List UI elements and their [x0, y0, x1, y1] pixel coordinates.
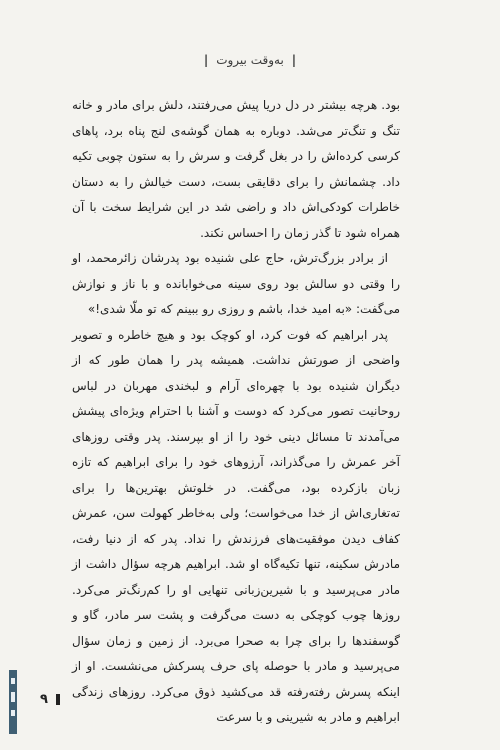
page-number: ۹ — [40, 692, 48, 707]
footer-bar — [56, 694, 60, 705]
page-footer — [40, 692, 60, 707]
running-header — [0, 53, 500, 67]
publisher-logo-icon — [6, 668, 20, 736]
paragraph-1: بود. هرچه بیشتر در دل دریا پیش می‌رفتند، دلش برای مادر و خانه تنگ و تنگ‌تر می‌شد. دوباره به همان گوشه‌ی لنج پناه برد، پاهای کرسی کرده‌اش را در بغل گرفت و سرش را به ستون چوبی تکیه داد. چشمانش را برای دقایقی بست، دست خیالش را به دستان خاطرات کودکی‌اش داد و راضی شد در این شرایط سخت با آن همراه شود تا گذر زمان را احساس نکند. — [72, 98, 400, 240]
book-title: به‌وقت بیروت — [216, 53, 284, 67]
header-bar-left: | — [203, 53, 209, 67]
body-text — [72, 93, 400, 731]
paragraph-2: از برادر بزرگ‌ترش، حاج علی شنیده بود پدرشان زائرمحمد، او را وقتی دو سالش بود روی سینه می‌خوابانده و با ناز و نوازش می‌گفت: «به امید خدا، باشم و روزی رو ببینم که تو ملّا شدی!» — [72, 251, 400, 316]
paragraph-3: پدر ابراهیم که فوت کرد، او کوچک بود و هیچ خاطره و تصویر واضحی از صورتش نداشت. همیشه پدر را همان طور که از دیگران شنیده بود با چهره‌ای آرام و لبخندی مهربان در لباس روحانیت تصور می‌کرد که دوست و آشنا با احترام ویژه‌ای پیشش می‌آمدند تا مسائل دینی خود را از او بپرسند. پدر وقتی روزهای آخر عمرش را می‌گذراند، آرزوهای خود را برای ابراهیم که تازه زبان بازکرده بود، می‌گفت. در خلوتش بهترین‌ها را برای ته‌تغاری‌اش از خدا می‌خواست؛ ولی به‌خاطر کهولت سن، عمرش کفاف دیدن موفقیت‌های فرزندش را نداد. پدر که از دنیا رفت، مادرش سکینه، تنها تکیه‌گاه او شد. ابراهیم هرچه سؤال داشت از مادر می‌پرسید و با شیرین‌زبانی تنهایی او را کم‌رنگ‌تر می‌کرد. روزها چوب کوچکی به دست می‌گرفت و پشت سر مادر، گاو و گوسفندها را برای چرا به صحرا می‌برد. از زمین و زمان سؤال می‌پرسید و مادر با حوصله پای حرف پسرکش می‌نشست. او از اینکه پسرش رفته‌رفته قد می‌کشید ذوق می‌کرد. روزهای زندگی ابراهیم و مادر به شیرینی و با سرعت — [72, 327, 400, 724]
header-bar-right: | — [291, 53, 297, 67]
